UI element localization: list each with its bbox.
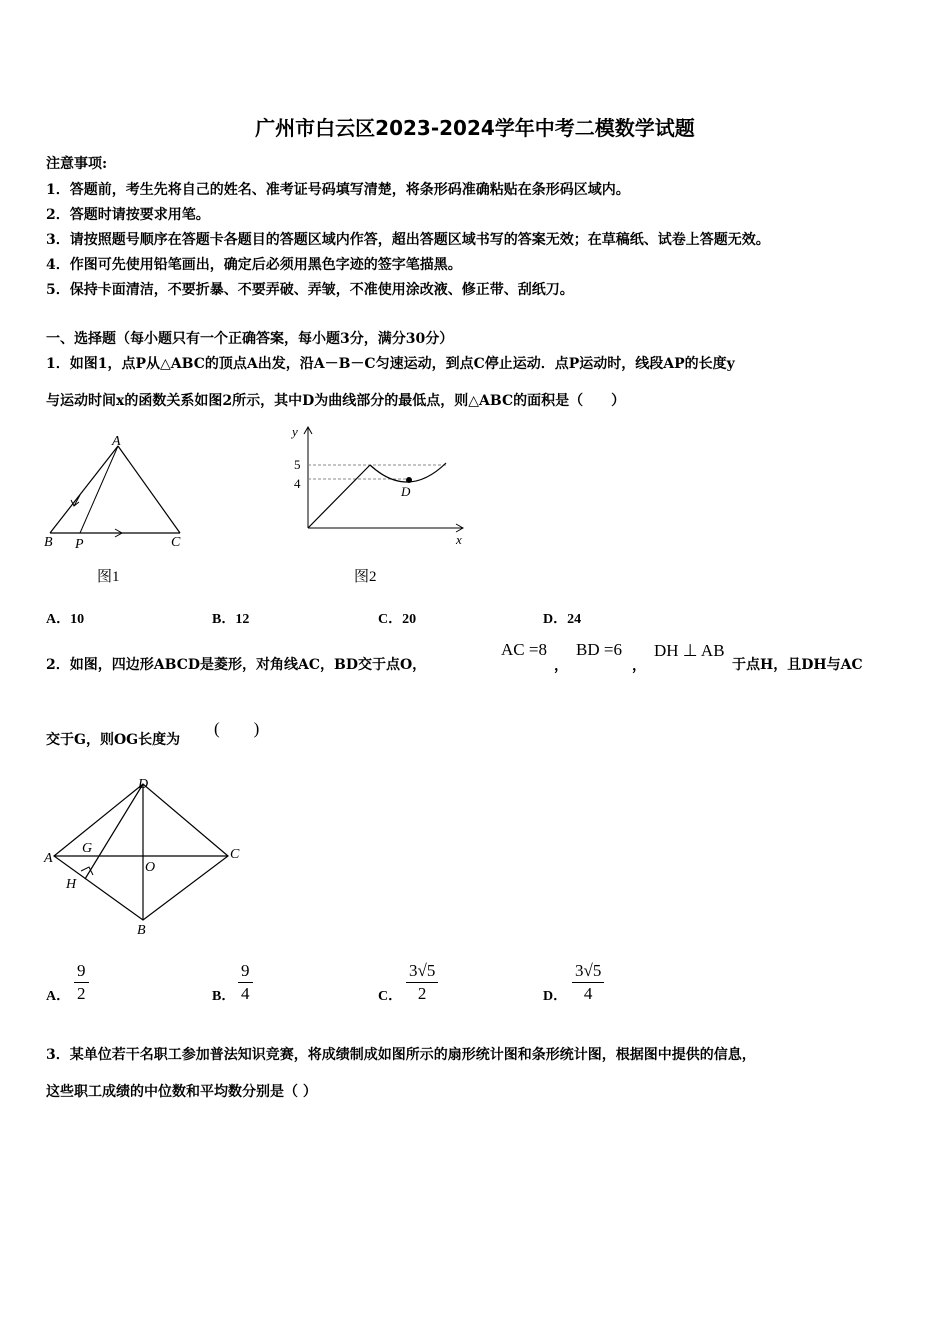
- rhombus-label-d: D: [138, 777, 149, 792]
- fig2-label-d: D: [401, 484, 411, 499]
- q2-option-b-fraction: [238, 961, 253, 1004]
- q2-option-a-denominator: 2: [77, 984, 86, 1003]
- q2-option-b-numerator: 9: [238, 961, 253, 983]
- notice-item-4: 4．作图可先使用铅笔画出，确定后必须用黑色字迹的签字笔描黑。: [46, 257, 462, 273]
- fig2-y-axis-label: y: [292, 424, 298, 439]
- notice-heading: 注意事项:: [46, 156, 108, 172]
- q2-option-a-numerator: 9: [74, 961, 89, 983]
- q2-option-b-denominator: 4: [241, 984, 250, 1003]
- fig1-caption: 图1: [97, 569, 120, 585]
- q2-option-c-fraction: [406, 961, 438, 1004]
- q1-figure1-triangle: [40, 430, 200, 555]
- page-title: 广州市白云区2023-2024学年中考二模数学试题: [255, 116, 695, 140]
- fig1-label-b: B: [44, 535, 53, 550]
- q2-option-a-fraction: [74, 961, 89, 1004]
- q2-option-c-numerator: 3√5: [406, 961, 438, 983]
- section-heading: 一、选择题（每小题只有一个正确答案，每小题3分，满分30分）: [46, 331, 454, 347]
- q2-option-c-denominator: 2: [417, 984, 427, 1003]
- q1-text-line1: 1．如图1，点P从△ABC的顶点A出发，沿A－B－C匀速运动，到点C停止运动．点P运动时，线段AP的长度y: [46, 356, 735, 372]
- rhombus-label-b: B: [137, 923, 146, 938]
- q2-math-bd: BD =6: [576, 640, 622, 659]
- q2-text-line2: 交于G，则OG长度为: [46, 732, 181, 748]
- q2-comma-1: ，: [554, 658, 568, 674]
- q2-option-b[interactable]: B．: [212, 989, 236, 1004]
- q3-text-line2: 这些职工成绩的中位数和平均数分别是（ ）: [46, 1084, 317, 1100]
- q1-text-line2: 与运动时间x的函数关系如图2所示，其中D为曲线部分的最低点，则△ABC的面积是（ ）: [46, 393, 626, 409]
- q2-option-d-denominator: 4: [583, 984, 593, 1003]
- rhombus-label-c: C: [230, 847, 240, 862]
- q1-option-d[interactable]: D．24: [543, 612, 582, 627]
- fig2-tick-4: 4: [294, 476, 301, 491]
- rhombus-label-g: G: [82, 841, 93, 856]
- fig1-label-p: P: [75, 537, 84, 552]
- q2-option-d-numerator: 3√5: [572, 961, 604, 983]
- notice-item-2: 2．答题时请按要求用笔。: [46, 207, 210, 223]
- q1-figure2-graph: [280, 420, 470, 550]
- q3-text-line1: 3．某单位若干名职工参加普法知识竞赛，将成绩制成如图所示的扇形统计图和条形统计图，根据图中提供的信息，: [46, 1047, 756, 1063]
- q2-math-ac: AC =8: [501, 640, 547, 659]
- q2-option-d[interactable]: D．: [543, 989, 568, 1004]
- q2-option-d-fraction: [572, 961, 604, 1004]
- q2-math-dh-perp-ab: DH ⊥ AB: [654, 641, 725, 660]
- q1-option-c[interactable]: C．20: [378, 612, 417, 627]
- fig2-x-axis-label: x: [456, 532, 462, 547]
- q1-option-a[interactable]: A．10: [46, 612, 85, 627]
- q1-option-b[interactable]: B．12: [212, 612, 250, 627]
- notice-item-1: 1．答题前，考生先将自己的姓名、准考证号码填写清楚，将条形码准确粘贴在条形码区域内。: [46, 182, 630, 198]
- rhombus-label-h: H: [66, 877, 77, 892]
- q2-text-prefix: 2．如图，四边形ABCD是菱形，对角线AC，BD交于点O，: [46, 657, 427, 673]
- q2-option-c[interactable]: C．: [378, 989, 403, 1004]
- notice-item-5: 5．保持卡面清洁，不要折暴、不要弄破、弄皱，不准使用涂改液、修正带、刮纸刀。: [46, 282, 574, 298]
- fig2-caption: 图2: [354, 569, 377, 585]
- q2-answer-paren: ( ): [214, 719, 260, 738]
- fig1-label-c: C: [171, 535, 181, 550]
- q2-option-a[interactable]: A．: [46, 989, 71, 1004]
- fig2-tick-5: 5: [294, 457, 301, 472]
- rhombus-label-a: A: [44, 851, 53, 866]
- q2-text-suffix: 于点H，且DH与AC: [732, 657, 863, 673]
- fig1-label-a: A: [112, 434, 121, 449]
- q2-comma-2: ，: [632, 658, 646, 674]
- q2-figure-rhombus: [38, 772, 248, 940]
- rhombus-label-o: O: [145, 860, 156, 875]
- notice-item-3: 3．请按照题号顺序在答题卡各题目的答题区域内作答，超出答题区域书写的答案无效；在草稿纸、试卷上答题无效。: [46, 232, 770, 248]
